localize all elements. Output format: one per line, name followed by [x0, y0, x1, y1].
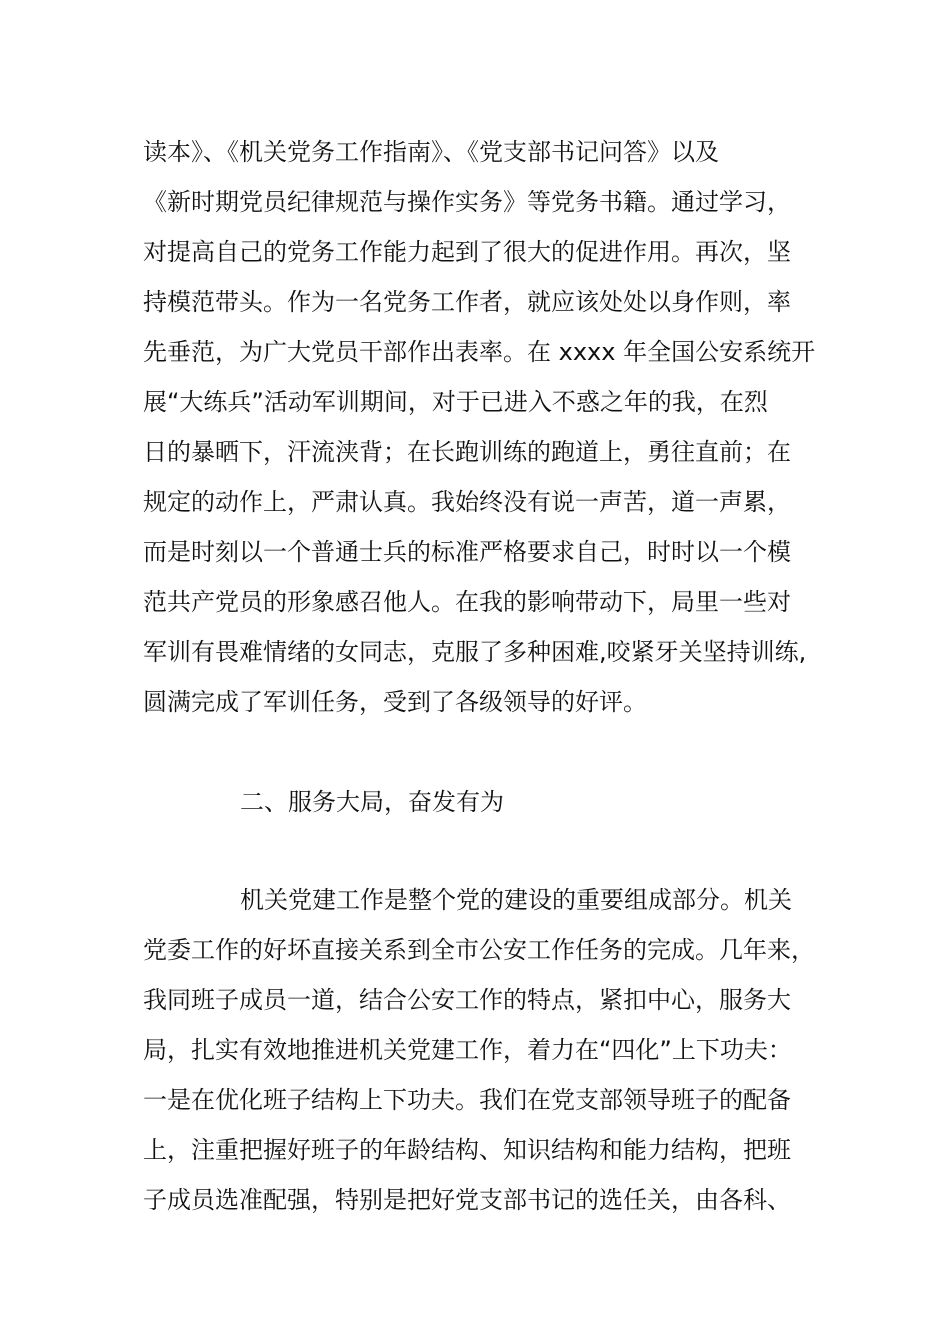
paragraph-2-line-3: 我同班子成员一道，结合公安工作的特点，紧扣中心，服务大 — [143, 986, 791, 1014]
paragraph-1-line-8: 规定的动作上，严肃认真。我始终没有说一声苦，道一声累， — [143, 488, 791, 516]
paragraph-1-line-5: 先垂范，为广大党员干部作出表率。在 xxxx 年全国公安系统开 — [143, 338, 816, 366]
paragraph-1-line-2: 《新时期党员纪律规范与操作实务》等党务书籍。通过学习， — [143, 188, 791, 216]
paragraph-2-line-2: 党委工作的好坏直接关系到全市公安工作任务的完成。几年来， — [143, 936, 815, 964]
paragraph-1-line-3: 对提高自己的党务工作能力起到了很大的促进作用。再次，坚 — [143, 238, 791, 266]
paragraph-1-line-12: 圆满完成了军训任务，受到了各级领导的好评。 — [143, 688, 647, 716]
paragraph-1-line-10: 范共产党员的形象感召他人。在我的影响带动下，局里一些对 — [143, 588, 791, 616]
paragraph-2-line-5: 一是在优化班子结构上下功夫。我们在党支部领导班子的配备 — [143, 1086, 791, 1114]
paragraph-1-line-7: 日的暴晒下，汗流浃背；在长跑训练的跑道上，勇往直前；在 — [143, 438, 791, 466]
paragraph-1-line-4: 持模范带头。作为一名党务工作者，就应该处处以身作则，率 — [143, 288, 791, 316]
paragraph-2-line-4: 局，扎实有效地推进机关党建工作，着力在“四化”上下功夫： — [143, 1036, 792, 1064]
paragraph-2-line-1: 机关党建工作是整个党的建设的重要组成部分。机关 — [240, 886, 792, 914]
paragraph-1-line-1: 读本》、《机关党务工作指南》、《党支部书记问答》以及 — [143, 138, 719, 166]
paragraph-1-line-6: 展“大练兵”活动军训期间，对于已进入不惑之年的我，在烈 — [143, 388, 768, 416]
section-heading: 二、服务大局，奋发有为 — [240, 788, 504, 816]
paragraph-1-line-9: 而是时刻以一个普通士兵的标准严格要求自己，时时以一个模 — [143, 538, 791, 566]
paragraph-2-line-7: 子成员选准配强，特别是把好党支部书记的选任关，由各科、 — [143, 1186, 791, 1214]
paragraph-2-line-6: 上，注重把握好班子的年龄结构、知识结构和能力结构，把班 — [143, 1136, 791, 1164]
paragraph-1-line-11: 军训有畏难情绪的女同志，克服了多种困难,咬紧牙关坚持训练, — [143, 638, 807, 666]
